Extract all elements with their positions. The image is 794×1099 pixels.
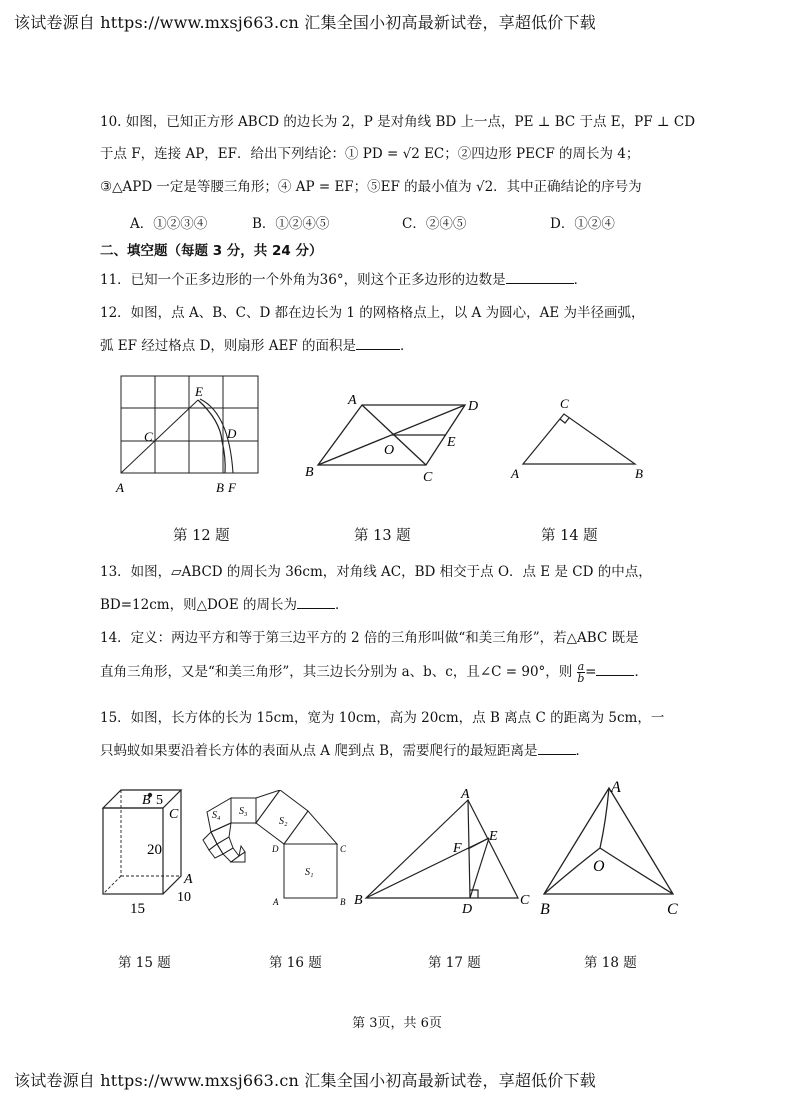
q11-stem: 11．已知一个正多边形的一个外角为36°，则这个正多边形的边数是 [100,272,506,288]
q14-line2: 直角三角形，又是“和美三角形”，其三边长分别为 a、b、c，且∠C = 90°，则 [100,664,573,680]
fig14-triangle [523,414,635,464]
page-footer: 第 3页，共 6页 [352,1016,442,1031]
fig16-label-s1: S₁ [305,867,314,878]
fig15-label-a: A [184,872,193,887]
caption-q15: 第 15 题 [118,955,171,971]
figure-13 [300,388,490,488]
fig15-label-10: 10 [177,890,191,905]
q15-line2: 只蚂蚁如果要沿着长方体的表面从点 A 爬到点 B，需要爬行的最短距离是 [100,743,538,759]
q10-line2: 于点 F，连接 AP，EF．给出下列结论：① PD = √2 EC；②四边形 PECF 的周长为 4； [100,146,640,162]
fig12-label-c: C [144,429,153,444]
figure-14 [505,394,655,486]
figure-12 [108,368,268,498]
q12-end: ． [399,338,414,354]
figure-18 [536,776,686,918]
q10-option-a: A．①②③④ [130,216,208,232]
q15-blank [538,742,576,755]
q10-line1: 10. 如图，已知正方形 ABCD 的边长为 2，P 是对角线 BD 上一点，PE ⊥ BC 于点 E，PF ⊥ CD [100,114,696,130]
fig15-label-c: C [169,807,179,822]
fig18-label-c: C [667,901,678,918]
fig12-label-a: A [116,480,124,495]
q12-line1: 12．如图，点 A、B、C、D 都在边长为 1 的网格格点上，以 A 为圆心，AE 为半径画弧， [100,305,645,321]
fig14-label-c: C [560,396,569,411]
q12-line2: 弧 EF 经过格点 D，则扇形 AEF 的面积是 [100,338,356,354]
q12-blank [356,337,400,350]
fig12-label-e: E [195,384,203,399]
q11-blank [506,271,574,284]
fig18-label-o: O [593,858,605,875]
caption-q12: 第 12 题 [173,528,230,544]
fig15-label-15: 15 [130,901,145,917]
fig16-label-s2: S₂ [279,816,288,827]
fig13-label-b: B [305,465,314,480]
caption-q18: 第 18 题 [584,955,637,971]
fig17-label-f: F [453,841,462,856]
fig13-label-a: A [348,393,357,408]
fig17-label-e: E [489,829,498,844]
fig12-label-b: B [216,480,224,495]
q14-blank [596,663,634,676]
fig12-arc-ef [198,400,225,473]
fig16-label-s4: S₄ [212,810,221,821]
figure-15 [95,782,207,917]
fig14-label-b: B [635,466,643,481]
fig17-label-a: A [461,787,470,802]
q14-frac-num: a [577,660,585,673]
fig16-label-s3: S₃ [239,806,248,817]
fig15-label-5: 5 [156,793,163,808]
fig12-radius-ae [121,400,198,473]
fig15-label-b: B [142,793,151,808]
q13-blank [297,596,335,609]
fig17-triangle [366,800,518,898]
q15-line2-wrap [100,739,589,759]
fig16-label-a: A [273,897,279,907]
caption-q16: 第 16 题 [269,955,322,971]
fig18-label-a: A [611,779,621,796]
top-banner: 该试卷源自 https://www.mxsj663.cn 汇集全国小初高最新试卷，享超低价下载 [14,13,596,32]
q10-option-d: D．①②④ [550,216,615,232]
figure-17 [352,786,532,916]
fig16-label-b: B [340,897,346,907]
q14-eq: = [585,664,597,680]
bottom-banner: 该试卷源自 https://www.mxsj663.cn 汇集全国小初高最新试卷，享超低价下载 [14,1071,596,1090]
q14-frac-den: b [577,672,585,685]
caption-q17: 第 17 题 [428,955,481,971]
fig17-label-c: C [520,893,530,908]
fig13-label-d: D [468,399,479,414]
q13-end: ． [335,597,349,613]
caption-q14: 第 14 题 [541,528,598,544]
q13-line2: BD=12cm，则△DOE 的周长为 [100,597,298,613]
q10-line3: ③△APD 一定是等腰三角形；④ AP = EF；⑤EF 的最小值为 √2．其中正确结论的序号为 [100,179,642,195]
q10-option-c: C．②④⑤ [402,216,467,232]
q14-fraction [577,661,586,684]
q11-end: ． [573,272,588,288]
q13-line1: 13．如图，▱ABCD 的周长为 36cm，对角线 AC，BD 相交于点 O．点 E 是 CD 的中点， [100,564,652,580]
fig17-label-b: B [354,893,363,908]
fig17-label-d: D [462,902,473,916]
figure-16 [197,790,355,910]
q14-line1: 14．定义：两边平方和等于第三边平方的 2 倍的三角形叫做“和美三角形”，若△ABC 既是 [100,630,639,646]
fig12-label-d: D [227,426,237,441]
q14-line2-wrap [100,660,648,684]
fig14-label-a: A [511,466,519,481]
fig13-label-e: E [447,435,456,450]
fig15-label-20: 20 [147,842,162,858]
fig18-label-b: B [540,901,550,918]
fig16-label-d: D [272,844,279,854]
caption-q13: 第 13 题 [354,528,411,544]
section-title: 二、填空题（每题 3 分，共 24 分） [100,243,323,259]
q15-end: ． [575,743,590,759]
fig12-label-f: F [228,480,236,495]
q12-line2-wrap [100,334,413,354]
q13-line2-wrap [100,593,349,613]
q14-end: ． [634,664,648,680]
fig13-label-c: C [423,470,433,485]
q10-option-b: B．①②④⑤ [252,216,330,232]
fig13-label-o: O [384,443,395,458]
q11-text [100,268,587,288]
fig16-label-c: C [340,844,347,854]
q15-line1: 15．如图，长方体的长为 15cm，宽为 10cm，高为 20cm，点 B 离点 C 的距离为 5cm，一 [100,710,665,726]
